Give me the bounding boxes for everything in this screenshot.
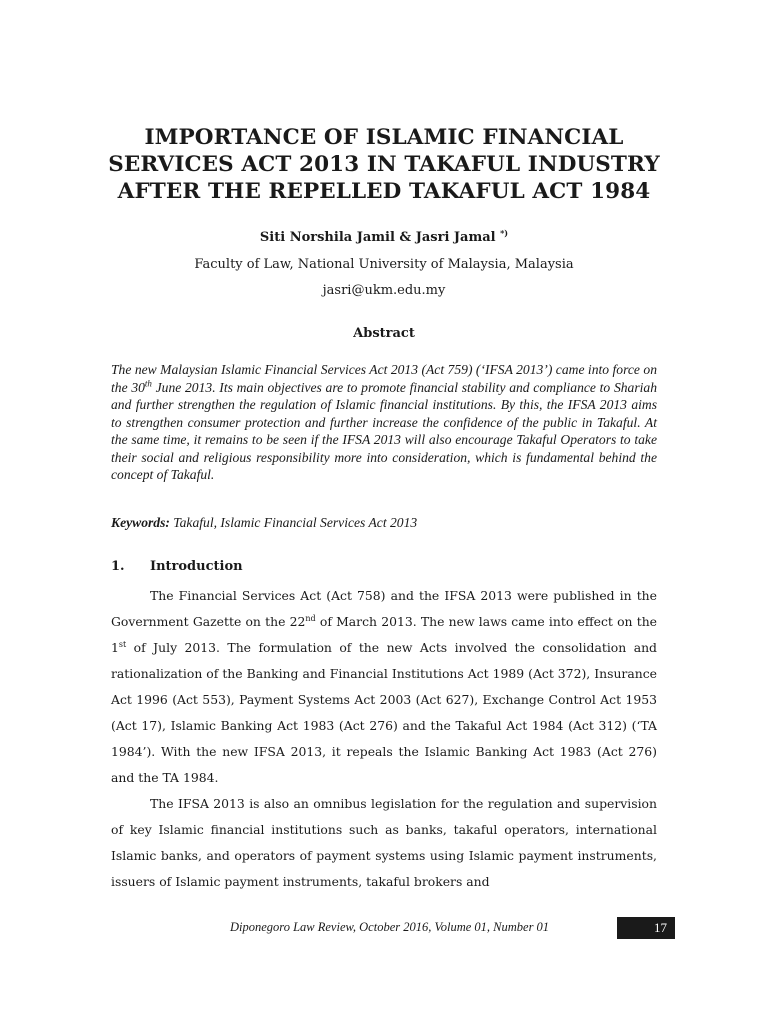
author-email: jasri@ukm.edu.my xyxy=(322,283,446,298)
p1-superscript-1: nd xyxy=(305,613,316,623)
abstract-heading: Abstract xyxy=(353,326,415,341)
p1-part-a: The Financial Services Act (Act 758) and the IFSA 2013 were published in the Government Gazette on the 22 xyxy=(111,588,657,629)
body-text xyxy=(111,583,657,895)
paragraph-1 xyxy=(111,583,657,791)
abstract-superscript: th xyxy=(144,377,152,388)
corresponding-mark: *) xyxy=(500,228,509,238)
author-names: Siti Norshila Jamil & Jasri Jamal xyxy=(259,230,501,245)
affiliation: Faculty of Law, National University of Malaysia, Malaysia xyxy=(194,257,574,272)
keywords xyxy=(111,515,657,531)
keywords-label: Keywords: xyxy=(111,515,170,530)
p1-part-b: of March 2013. The new laws came into effect on the 1 xyxy=(111,614,658,655)
title-line-1: IMPORTANCE OF ISLAMIC FINANCIAL xyxy=(144,125,624,150)
section-heading xyxy=(111,559,657,574)
paragraph-2: The IFSA 2013 is also an omnibus legislation for the regulation and supervision of key Islamic financial institutions such as banks, takaful operators, international Islamic banks, and operators of payment systems using Islamic payment instruments, issuers of Islamic payment instruments, takaful brokers and xyxy=(111,796,657,889)
page-number: 17 xyxy=(617,917,675,939)
title-line-2: SERVICES ACT 2013 IN TAKAFUL INDUSTRY xyxy=(108,152,660,177)
abstract-text xyxy=(111,361,657,484)
p1-part-c: of July 2013. The formulation of the new Acts involved the consolidation and rationalization of the Banking and Financial Institutions Act 1989 (Act 372), Insurance Act 1996 (Act 553), Payment Systems Act 2003 (Act 627), Exchange Control Act 1953 (Act 17), Islamic Banking Act 1983 (Act 276) and the Takaful Act 1984 (Act 312) (‘TA 1984’). With the new IFSA 2013, it repeals the Islamic Banking Act 1983 (Act 276) and the TA 1984. xyxy=(111,640,657,785)
p1-superscript-2: st xyxy=(118,639,127,649)
authors xyxy=(0,228,768,245)
section-title: Introduction xyxy=(150,559,243,574)
title-line-3: AFTER THE REPELLED TAKAFUL ACT 1984 xyxy=(117,179,651,204)
abstract-part-2: June 2013. Its main objectives are to promote financial stability and compliance to Shariah and further strengthen the regulation of Islamic financial institutions. By this, the IFSA 2013 aims to strengthen consumer protection and further increase the confidence of the public in Takaful. At the same time, it remains to be seen if the IFSA 2013 will also encourage Takaful Operators to take their social and religious responsibility more into consideration, which is fundamental behind the concept of Takaful. xyxy=(111,379,657,482)
footer-citation: Diponegoro Law Review, October 2016, Volume 01, Number 01 xyxy=(230,920,550,934)
paper-title xyxy=(80,124,688,205)
keywords-text: Takaful, Islamic Financial Services Act 2013 xyxy=(169,515,418,530)
abstract-part-1: The new Malaysian Islamic Financial Services Act 2013 (Act 759) (‘IFSA 2013’) came into force on the 30 xyxy=(111,362,657,395)
section-number: 1. xyxy=(111,559,125,574)
